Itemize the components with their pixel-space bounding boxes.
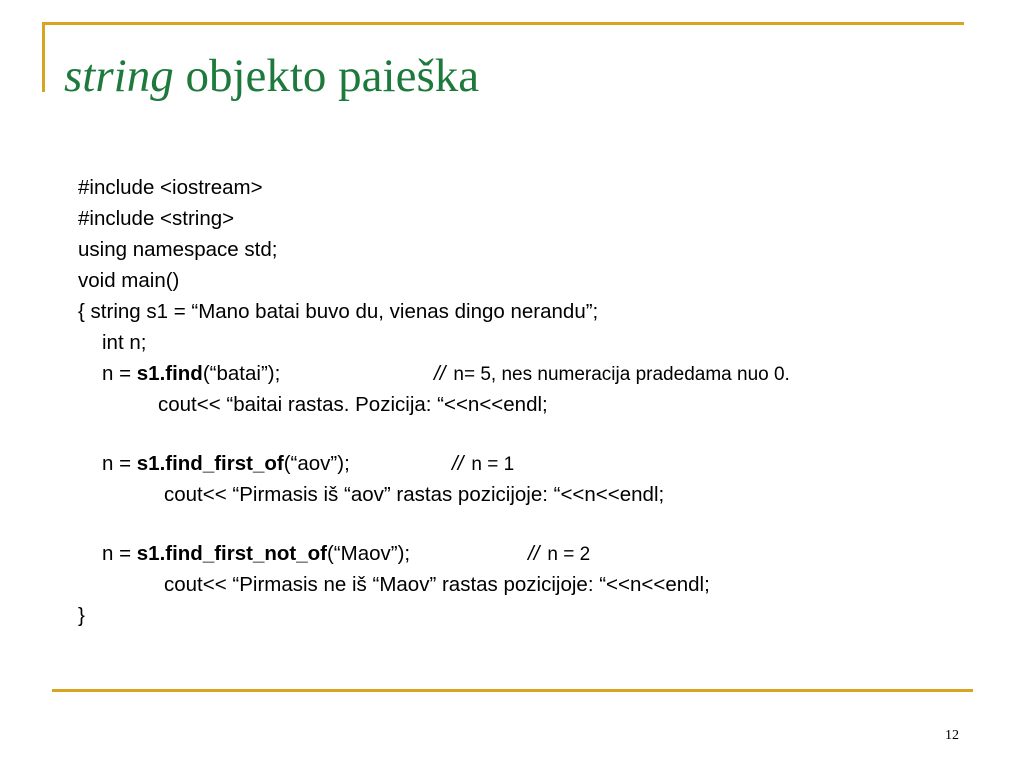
find-comment-text: n= 5, nes numeracija pradedama nuo 0.: [453, 364, 790, 385]
code-line-include-iostream: #include <iostream>: [78, 176, 263, 199]
code-line-blank: [78, 420, 710, 448]
code-line-blank: [78, 510, 710, 538]
find-first-of-assign: n =: [102, 452, 137, 475]
code-line-include-string: #include <string>: [78, 207, 235, 230]
code-line-find: [78, 358, 790, 389]
find-first-of-comment: [452, 448, 514, 480]
code-line-find-first-of: [78, 448, 710, 479]
code-line-cout-find-first-not-of: cout<< “Pirmasis ne iš “Maov” rastas pozicijoje: “<<n<<endl;: [164, 573, 710, 596]
find-first-not-of-function: s1.find_first_not_of: [136, 542, 327, 565]
find-first-not-of-comment-mark: //: [528, 542, 540, 565]
find-comment: [434, 358, 790, 390]
code-line-int-decl: int n;: [102, 331, 147, 354]
find-comment-mark: //: [434, 362, 446, 385]
code-block: [78, 172, 790, 631]
find-function: s1.find: [136, 362, 203, 385]
find-assign: n =: [102, 362, 137, 385]
find-first-not-of-comment-text: n = 2: [547, 544, 591, 565]
title-italic-part: string: [64, 50, 174, 102]
find-first-of-args: (“aov”);: [283, 452, 350, 475]
frame-bottom-line: [52, 689, 973, 692]
code-line-using-namespace: using namespace std;: [78, 238, 278, 261]
code-line-closing-brace: }: [78, 604, 85, 627]
code-line-find-first-not-of: [78, 538, 710, 569]
code-line-void-main: void main(): [78, 269, 180, 292]
title-rest: objekto paieška: [173, 50, 480, 102]
find-args: (“batai”);: [202, 362, 281, 385]
page-number: 12: [945, 728, 959, 743]
find-first-not-of-comment: [528, 538, 590, 570]
frame-top-line: [42, 22, 964, 25]
frame-left-line: [42, 22, 45, 92]
code-line-cout-find: cout<< “baitai rastas. Pozicija: “<<n<<endl;: [158, 393, 548, 416]
code-line-cout-find-first-of: cout<< “Pirmasis iš “aov” rastas pozicijoje: “<<n<<endl;: [164, 483, 665, 506]
find-first-not-of-assign: n =: [102, 542, 137, 565]
slide-title: [64, 48, 479, 104]
find-first-of-comment-text: n = 1: [471, 454, 515, 475]
find-first-not-of-args: (“Maov”);: [326, 542, 411, 565]
find-first-of-comment-mark: //: [452, 452, 464, 475]
code-line-string-decl: { string s1 = “Mano batai buvo du, vienas dingo nerandu”;: [78, 300, 599, 323]
find-first-of-function: s1.find_first_of: [136, 452, 284, 475]
